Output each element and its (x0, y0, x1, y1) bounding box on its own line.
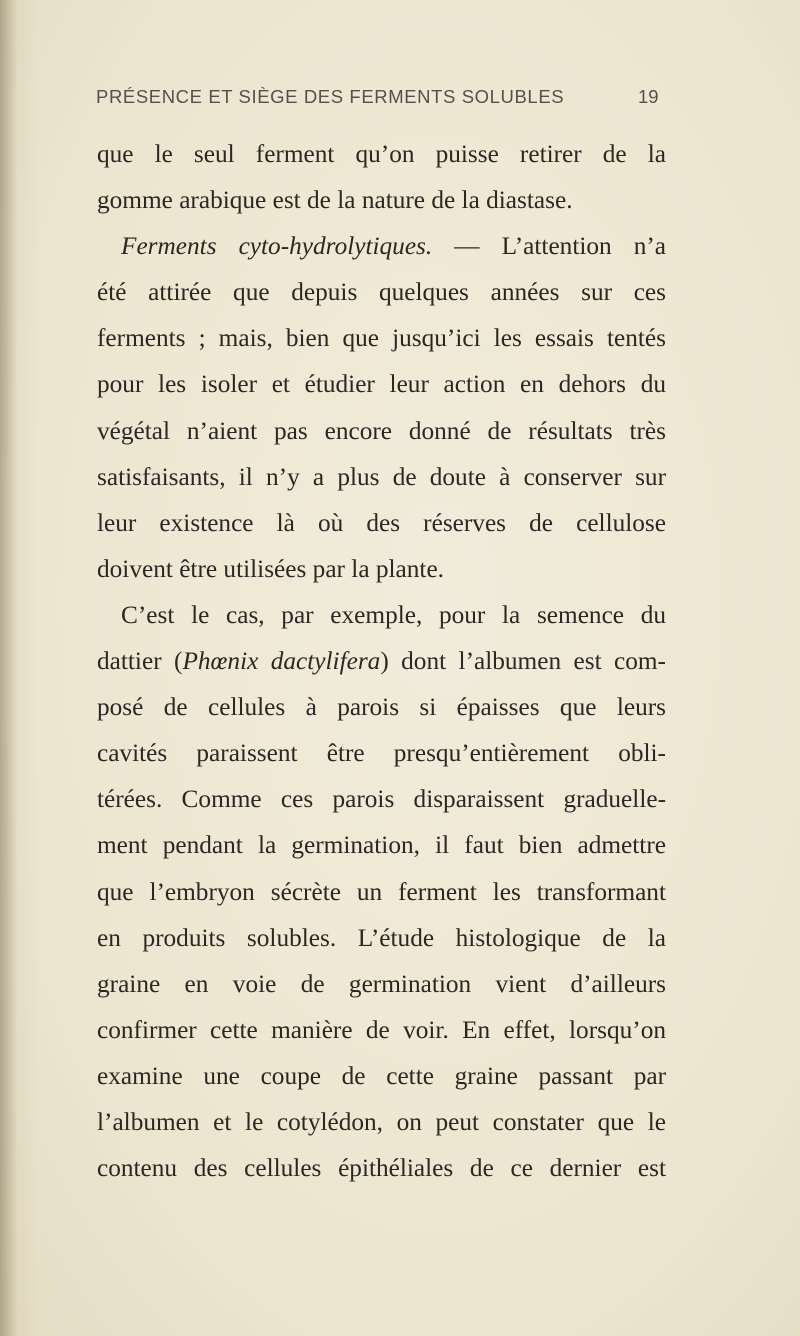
page-gutter-shadow (0, 0, 18, 1336)
text-line: leur existence là où des réserves de cellulose (97, 508, 666, 537)
section-heading: Ferments cyto-hydrolytiques. (121, 232, 433, 261)
text-line: gomme arabique est de la nature de la diastase. (97, 186, 573, 215)
body-text (97, 131, 666, 1191)
text-line: l’albumen et le cotylédon, on peut constater que le (97, 1107, 666, 1136)
text-line: que le seul ferment qu’on puisse retirer de la (97, 140, 666, 168)
text-line: végétal n’aient pas encore donné de résultats très (97, 416, 666, 445)
text-line: doivent être utilisées par la plante. (97, 554, 445, 583)
text-line: dattier (Phœnix dactylifera) dont l’albumen est com- (97, 647, 666, 676)
text-line: graine en voie de germination vient d’ailleurs (97, 969, 666, 998)
page-number: 19 (638, 86, 659, 107)
section-heading-line: Ferments cyto-hydrolytiques. — L’attention n’a (121, 232, 667, 261)
text-line: ferments ; mais, bien que jusqu’ici les essais tentés (97, 324, 666, 353)
text-line: été attirée que depuis quelques années sur ces (97, 278, 666, 307)
text-line: posé de cellules à parois si épaisses que leurs (97, 693, 666, 722)
running-head: PRÉSENCE ET SIÈGE DES FERMENTS SOLUBLES (96, 86, 565, 107)
text-line: cavités paraissent être presqu’entièrement obli- (97, 739, 666, 768)
text-line: que l’embryon sécrète un ferment les transformant (97, 877, 666, 906)
text-line: contenu des cellules épithéliales de ce dernier est (97, 1154, 666, 1183)
text-line: en produits solubles. L’étude histologique de la (97, 923, 666, 952)
text-line: confirmer cette manière de voir. En effet, lorsqu’on (97, 1015, 666, 1044)
text-line: satisfaisants, il n’y a plus de doute à conserver sur (97, 462, 666, 491)
text-line: examine une coupe de cette graine passant par (97, 1061, 666, 1090)
text-line: ment pendant la germination, il faut bien admettre (97, 831, 666, 860)
text-line: C’est le cas, par exemple, pour la semence du (121, 600, 666, 629)
text-line: pour les isoler et étudier leur action en dehors du (97, 370, 666, 399)
text-line: térées. Comme ces parois disparaissent graduelle- (97, 785, 666, 814)
species-name: Phœnix dactylifera (182, 647, 381, 676)
